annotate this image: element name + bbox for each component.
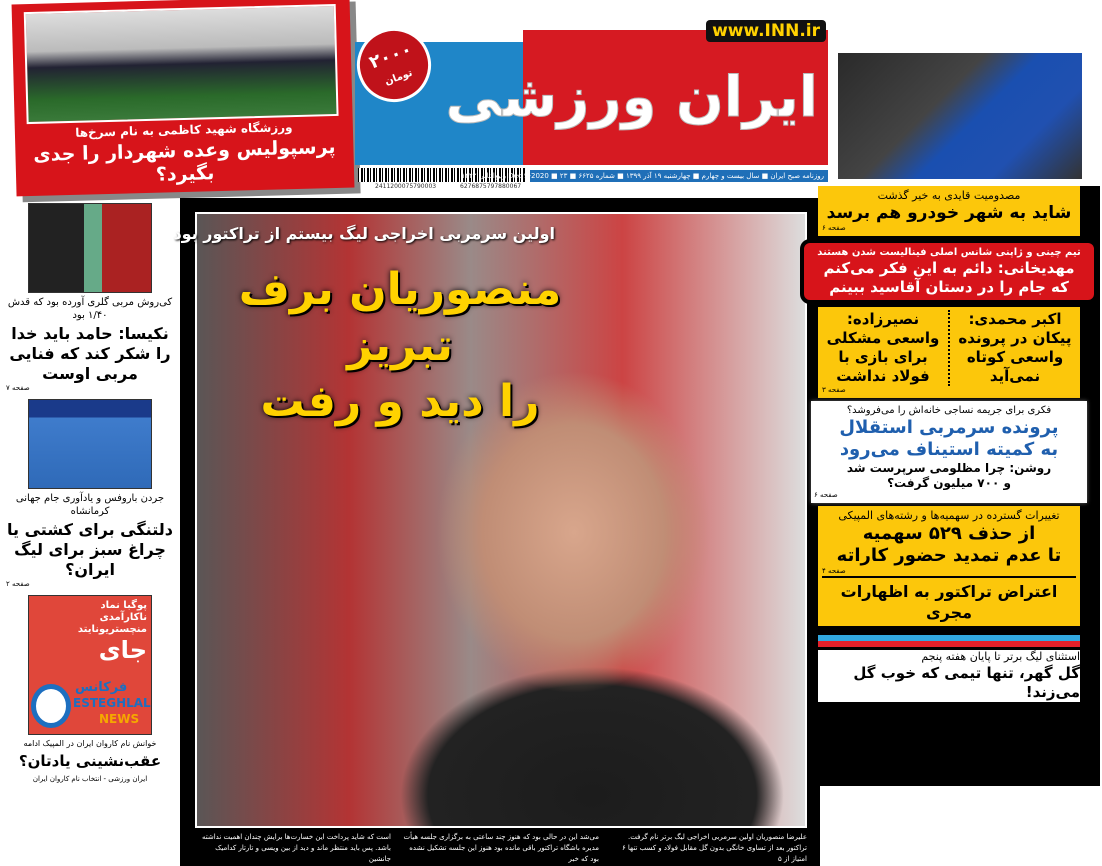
price-unit: تومان [383,67,414,88]
team-photo [24,4,339,124]
story-footer: ایران ورزشی - انتخاب نام کاروان ایران [32,775,148,783]
promo-box [12,0,355,196]
deck: و ۷۰۰ میلیون گرفت؟ [887,476,1011,490]
kicker: تیم چینی و ژاپنی شانس اصلی فینالیست شدن هستند [817,247,1081,258]
story-caption: جردن باروفس و یادآوری جام جهانی کرمانشاه [15,493,165,517]
right-top-photo [835,50,1085,182]
promo-headline: پرسپولیس وعده شهردار را جدی بگیرد؟ [33,136,336,186]
main-body-text [195,832,807,866]
barcode-number: 2411200075790003 [375,183,437,190]
headline-akbar-mohammadi: اکبر محمدی: پیکان در پرونده واسعی کوتاه نمی‌آید [958,310,1072,385]
page-ref: صفحه ۲ [6,580,30,588]
main-story-photo [173,212,807,828]
watermark-text: NEWS [99,712,140,726]
story-photo [28,399,152,489]
box-olympic-quota [818,506,1080,626]
price: ۲۰۰۰ [366,38,415,74]
box-golgohar [818,650,1080,702]
page-ref: صفحه ۳ [822,386,846,394]
two-column-row [822,310,1076,386]
watermark-text: ESTEGHLAL [73,696,151,710]
story-caption: کی‌روش مربی گلری آورده بود که قدش ۱/۴۰ بود [7,297,173,321]
story-headline: دلتنگی برای کشتی یا چراغ سبز برای لیگ ایران؟ [7,520,173,579]
newspaper-logo: ایران ورزشی [445,65,818,130]
left-column [6,203,174,784]
headline: پرونده سرمربی استقلال [839,417,1059,438]
masthead [355,20,828,170]
story-headline: نکیسا: حامد باید خدا را شکر کند که فنایی مربی اوست [9,324,171,383]
box-esteghlal-coach [811,401,1087,503]
headline: که جام را در دستان آقاسید ببینم [829,278,1069,296]
dotted-divider [948,310,950,386]
kicker: استثنای لیگ برتر تا پایان هفته پنجم [921,650,1080,663]
kicker: تغییرات گسترده در سهمیه‌ها و رشته‌های المپیکی [838,509,1060,522]
page-ref: صفحه ۶ [822,224,846,232]
left-story-3 [6,595,174,784]
headline: از حذف ۵۲۹ سهمیه [862,523,1036,544]
headline: گل گهر، تنها تیمی که خوب گل می‌زند! [853,664,1080,701]
page-ref: صفحه ۷ [6,384,30,392]
story-caption: خوانش نام کاروان ایران در المپیک ادامه [23,739,157,748]
left-story-2 [6,399,174,589]
headline: به کمیته استیناف می‌رود [839,439,1059,460]
headline: شاید به شهر خودرو هم برسد [826,203,1072,223]
headline: تا عدم تمدید حضور کاراته [836,545,1062,566]
main-kicker: اولین سرمربی اخراجی لیگ بیستم از تراکتور بود [173,224,555,243]
deck: روشن: چرا مظلومی سرپرست شد [846,461,1052,475]
promo-kicker: ورزشگاه شهید کاظمی به نام سرخ‌ها [75,120,293,140]
box-ghayedi [818,186,1080,236]
ball-icon [31,684,71,728]
watermark-logo [29,680,153,732]
main-headline-line: منصوریان برف تبریز [238,264,562,371]
main-headline-line: را دید و رفت [260,376,540,427]
headline-nasirzadeh: نصیرزاده: واسعی مشکلی برای بازی با فولاد نداشت [826,310,940,385]
left-story-1 [6,203,174,393]
body-column: است که شاید پرداخت این خسارت‌ها برایش چندان اهمیت نداشته باشد. پس باید منتظر ماند و دید از بین ویسی و تارتار کدامیک جانشین [201,833,391,863]
main-headline [195,262,605,430]
page-ref: صفحه ۶ [814,491,838,499]
story-photo [28,203,152,293]
story-headline: عقب‌نشینی یادتان؟ [18,752,162,770]
box-mahdikhani [800,239,1098,304]
headline-tractor: اعتراض تراکتور به اظهارات مجری [840,582,1058,622]
kicker: فکری برای جریمه نساجی خانه‌اش را می‌فروشد؟ [846,405,1052,416]
box-vaseie [818,307,1080,398]
page-ref: صفحه ۴ [822,567,1076,578]
headline: مهدیخانی: دائم به این فکر می‌کنم [823,259,1075,277]
body-column: می‌شد این در حالی بود که هنوز چند ساعتی به برگزاری جلسه هیأت مدیره باشگاه تراکتور باقی مانده بود هنوز این جلسه تشکیل نشده بود که خبر [403,833,599,863]
watermark-text: فرکانس [75,680,128,695]
dateline: روزنامه صبح ایران ■ سال بیست و چهارم ■ چهارشنبه ۱۹ آذر ۱۳۹۹ ■ شماره ۶۶۲۵ ■ Dec 9-2020 ■ ۲۳ ربیع‌الثانی ۱۴۴۲ [530,170,828,182]
color-stripes [818,635,1080,647]
story-photo [28,595,152,735]
body-column: علیرضا منصوریان اولین سرمربی اخراجی لیگ برتر نام گرفت. تراکتور بعد از تساوی خانگی بدون گل مقابل فولاد و کسب تنها ۶ امتیاز از ۵ [621,833,807,863]
right-column [800,186,1098,702]
photo-caption: پوگبا نماد ناکارآمدی منچستریونایتد [77,600,147,635]
barcode-number-2: 6276875797880067 [460,183,522,190]
kicker: مصدومیت قایدی به خیر گذشت [877,189,1021,202]
photo-headline: جای [98,636,147,664]
website-url[interactable]: www.INN.ir [706,20,826,42]
